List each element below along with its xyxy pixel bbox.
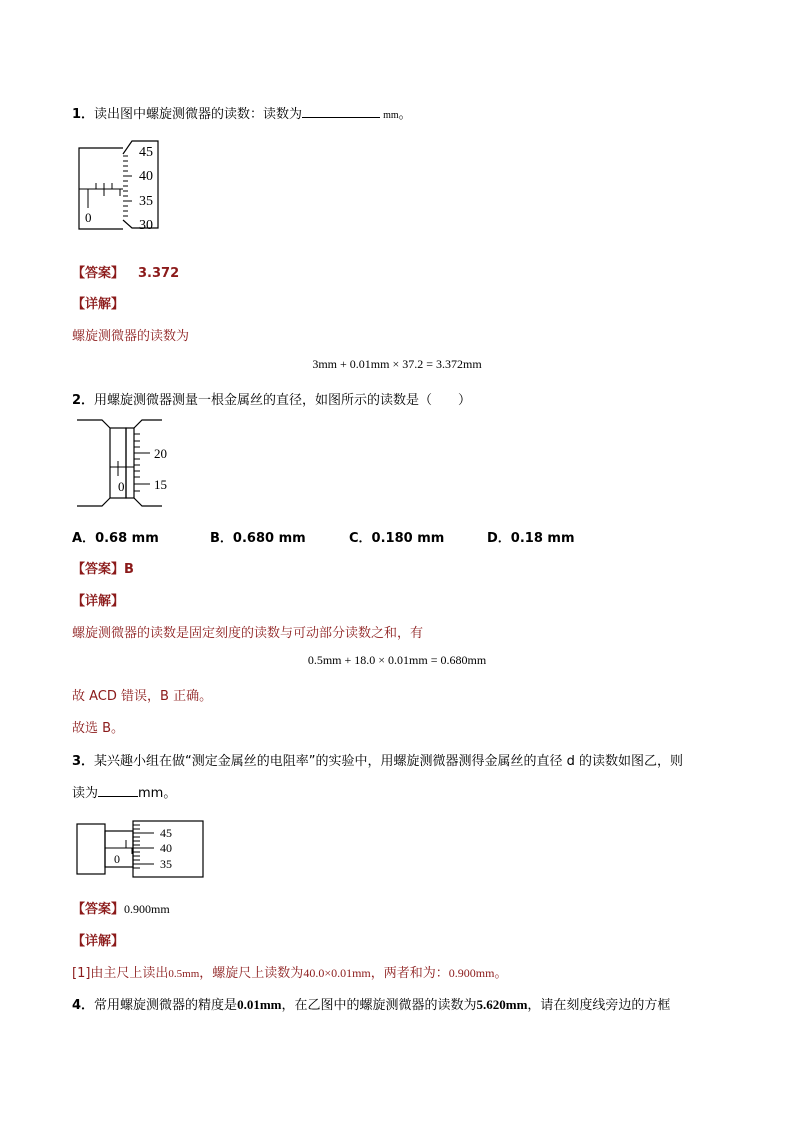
q3-detail-value-1: 0.5mm xyxy=(168,968,200,980)
q3-scale-label: 40 xyxy=(160,841,172,855)
q3-answer-value: 0.900mm xyxy=(124,902,170,916)
q1-end: 。 xyxy=(398,107,412,122)
q3-answer-blank xyxy=(98,796,138,797)
q3-text-post: mm。 xyxy=(138,786,177,801)
q3-answer-label: 【答案】 xyxy=(72,902,125,917)
q1-answer-blank xyxy=(302,117,380,118)
q4-text-b: ，在乙图中的螺旋测微器的读数为 xyxy=(281,998,477,1013)
q2-option-d-label: D． xyxy=(487,531,511,546)
q2-text: 用螺旋测微器测量一根金属丝的直径，如图所示的读数是（ ） xyxy=(94,393,472,408)
q1-answer-value: 3.372 xyxy=(138,266,180,281)
q3-detail-label: 【详解】 xyxy=(72,934,125,949)
q1-scale-label: 35 xyxy=(139,194,153,209)
q4-text-c: ，请在刻度线旁边的方框 xyxy=(527,998,671,1013)
q1-text: 读出图中螺旋测微器的读数：读数为 xyxy=(94,107,303,122)
q3-detail-mid-2: ，两者和为： xyxy=(370,966,449,981)
q4-stem xyxy=(72,994,670,1013)
q2-option-a[interactable] xyxy=(72,527,159,546)
q1-answer xyxy=(72,262,179,281)
q3-scale-label: 45 xyxy=(160,826,172,840)
q2-thimble xyxy=(126,428,134,498)
q1-zero-label: 0 xyxy=(85,210,92,225)
q1-scale-label: 40 xyxy=(139,169,153,184)
q1-detail-label: 【详解】 xyxy=(72,297,125,312)
q4-text-a: 常用螺旋测微器的精度是 xyxy=(94,998,238,1013)
q3-detail-end: 。 xyxy=(494,966,508,981)
q2-option-d-value: 0.18 mm xyxy=(510,531,575,546)
q3-stem-line1 xyxy=(72,750,683,769)
q2-option-b[interactable] xyxy=(210,527,306,546)
q2-answer xyxy=(72,558,134,577)
q4-value-2: 5.620mm xyxy=(476,997,528,1012)
q2-detail-text: 螺旋测微器的读数是固定刻度的读数与可动部分读数之和，有 xyxy=(72,626,424,641)
q2-micrometer-figure xyxy=(72,414,172,512)
q2-detail-label: 【详解】 xyxy=(72,594,125,609)
q2-conclusion-1: 故 ACD 错误，B 正确。 xyxy=(72,689,213,704)
q3-number: 3． xyxy=(72,754,95,769)
q4-value-1: 0.01mm xyxy=(237,997,282,1012)
q2-frame xyxy=(134,420,162,428)
q2-answer-value: B xyxy=(124,562,134,577)
q2-option-c[interactable] xyxy=(349,527,444,546)
q2-scale-label: 20 xyxy=(154,446,167,461)
q1-formula: 3mm + 0.01mm × 37.2 = 3.372mm xyxy=(312,357,482,371)
q1-scale-label: 45 xyxy=(139,145,153,160)
q3-stem-line2 xyxy=(72,782,176,801)
q1-answer-label: 【答案】 xyxy=(72,266,125,281)
q2-frame xyxy=(77,498,110,506)
q2-option-b-value: 0.680 mm xyxy=(232,531,306,546)
q1-unit: mm xyxy=(383,110,399,121)
q3-anvil xyxy=(77,824,105,874)
q2-scale-label: 15 xyxy=(154,477,167,492)
q2-formula: 0.5mm + 18.0 × 0.01mm = 0.680mm xyxy=(307,653,487,667)
q2-option-b-label: B． xyxy=(210,531,233,546)
q1-detail-text: 螺旋测微器的读数为 xyxy=(72,329,190,344)
q2-option-c-label: C． xyxy=(349,531,372,546)
q2-frame xyxy=(77,420,110,428)
q2-number: 2． xyxy=(72,393,95,408)
q3-scale-label: 35 xyxy=(160,857,172,871)
q3-text-pre: 读为 xyxy=(72,786,99,801)
q3-detail-value-3: 0.900mm xyxy=(448,966,495,980)
q2-answer-label: 【答案】 xyxy=(72,562,125,577)
q3-detail-value-2: 40.0×0.01mm xyxy=(303,966,371,980)
q3-thimble-ticks xyxy=(133,825,154,868)
q2-option-c-value: 0.180 mm xyxy=(371,531,445,546)
q2-frame xyxy=(134,498,162,506)
q3-answer xyxy=(72,898,170,917)
q2-option-a-label: A． xyxy=(72,531,96,546)
q3-detail xyxy=(72,962,507,981)
q1-thimble-ticks xyxy=(123,156,132,216)
q3-text: 某兴趣小组在做“测定金属丝的电阻率”的实验中，用螺旋测微器测得金属丝的直径 d 的读数如图乙，则 xyxy=(94,754,684,769)
q2-option-d[interactable] xyxy=(487,527,575,546)
q1-scale-label: 30 xyxy=(139,218,153,233)
q2-stem xyxy=(72,389,471,408)
q1-stem xyxy=(72,103,412,122)
q3-detail-prefix: [1]由主尺上读出 xyxy=(72,966,169,981)
q2-conclusion-2: 故选 B。 xyxy=(72,721,125,736)
q1-number: 1． xyxy=(72,107,95,122)
q2-zero-label: 0 xyxy=(118,479,125,494)
q3-micrometer-figure xyxy=(74,818,206,880)
q1-micrometer-figure xyxy=(76,138,166,233)
q3-detail-mid: ，螺旋尺上读数为 xyxy=(199,966,304,981)
q2-option-a-value: 0.68 mm xyxy=(95,531,159,546)
q4-number: 4． xyxy=(72,998,95,1013)
q2-thimble-ticks xyxy=(134,434,150,491)
q3-zero-label: 0 xyxy=(114,852,120,866)
